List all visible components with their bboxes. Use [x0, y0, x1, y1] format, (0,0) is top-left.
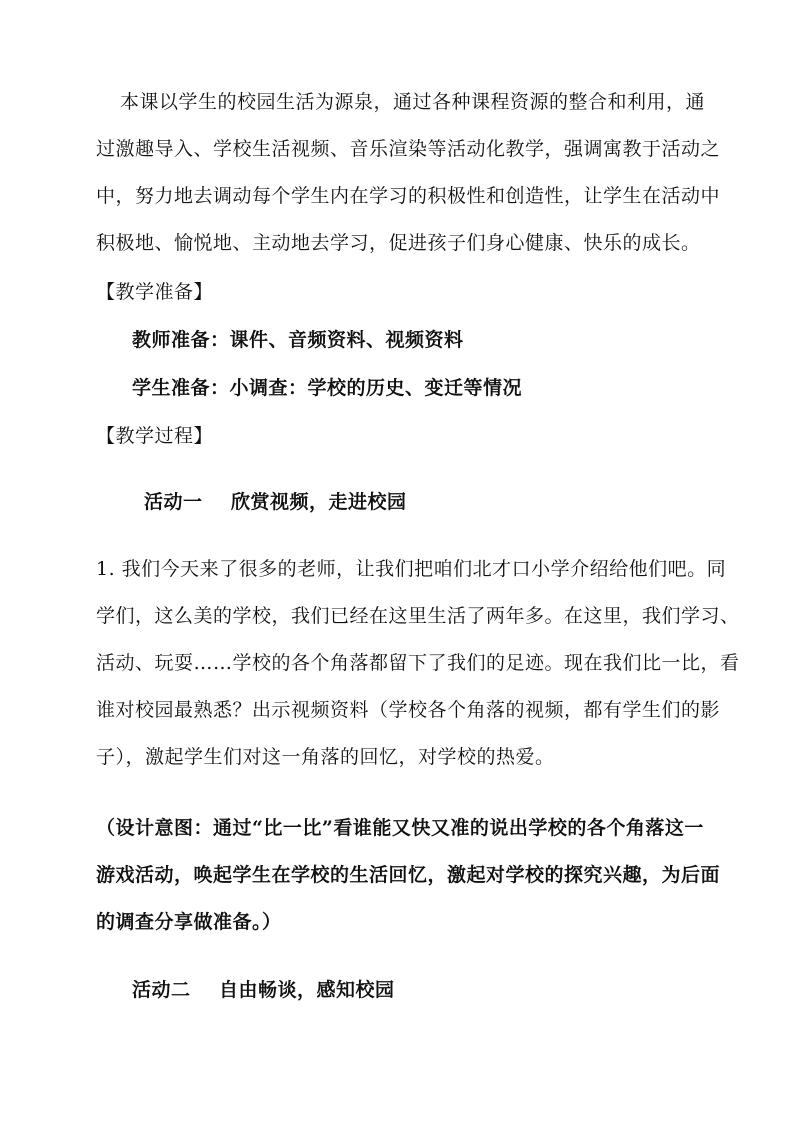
intro-line-1: 本课以学生的校园生活为源泉，通过各种课程资源的整合和利用，通 — [120, 91, 706, 113]
student-preparation: 学生准备：小调查：学校的历史、变迁等情况 — [132, 377, 523, 399]
activity-one-line-5: 子），激起学生们对这一角落的回忆，对学校的热爱。 — [96, 746, 555, 768]
process-heading: 【教学过程】 — [96, 425, 214, 447]
activity-two-title: 活动二 自由畅谈，感知校园 — [132, 979, 395, 1001]
design-intent-line-2: 游戏活动，唤起学生在学校的生活回忆，激起对学校的探究兴趣，为后面 — [96, 864, 721, 886]
teacher-preparation: 教师准备：课件、音频资料、视频资料 — [132, 329, 464, 351]
design-intent-line-3: 的调查分享做准备。） — [96, 911, 282, 933]
activity-one-line-4: 谁对校园最熟悉？出示视频资料（学校各个角落的视频，都有学生们的影 — [96, 699, 721, 721]
preparation-heading: 【教学准备】 — [96, 281, 214, 303]
design-intent-line-1: （设计意图：通过“比一比”看谁能又快又准的说出学校的各个角落这一 — [96, 817, 704, 839]
activity-one-line-2: 学们，这么美的学校，我们已经在这里生活了两年多。在这里，我们学习、 — [96, 605, 740, 627]
intro-line-2: 过激趣导入、学校生活视频、音乐渲染等活动化教学，强调寓教于活动之 — [96, 138, 721, 160]
activity-one-line-3: 活动、玩耍……学校的各个角落都留下了我们的足迹。现在我们比一比，看 — [96, 652, 740, 674]
intro-line-3: 中，努力地去调动每个学生内在学习的积极性和创造性，让学生在活动中 — [96, 185, 721, 207]
activity-one-title: 活动一 欣赏视频，走进校园 — [144, 491, 407, 513]
activity-one-line-1: 1. 我们今天来了很多的老师，让我们把咱们北才口小学介绍给他们吧。同 — [96, 558, 727, 580]
intro-line-4: 积极地、愉悦地、主动地去学习，促进孩子们身心健康、快乐的成长。 — [96, 232, 701, 254]
